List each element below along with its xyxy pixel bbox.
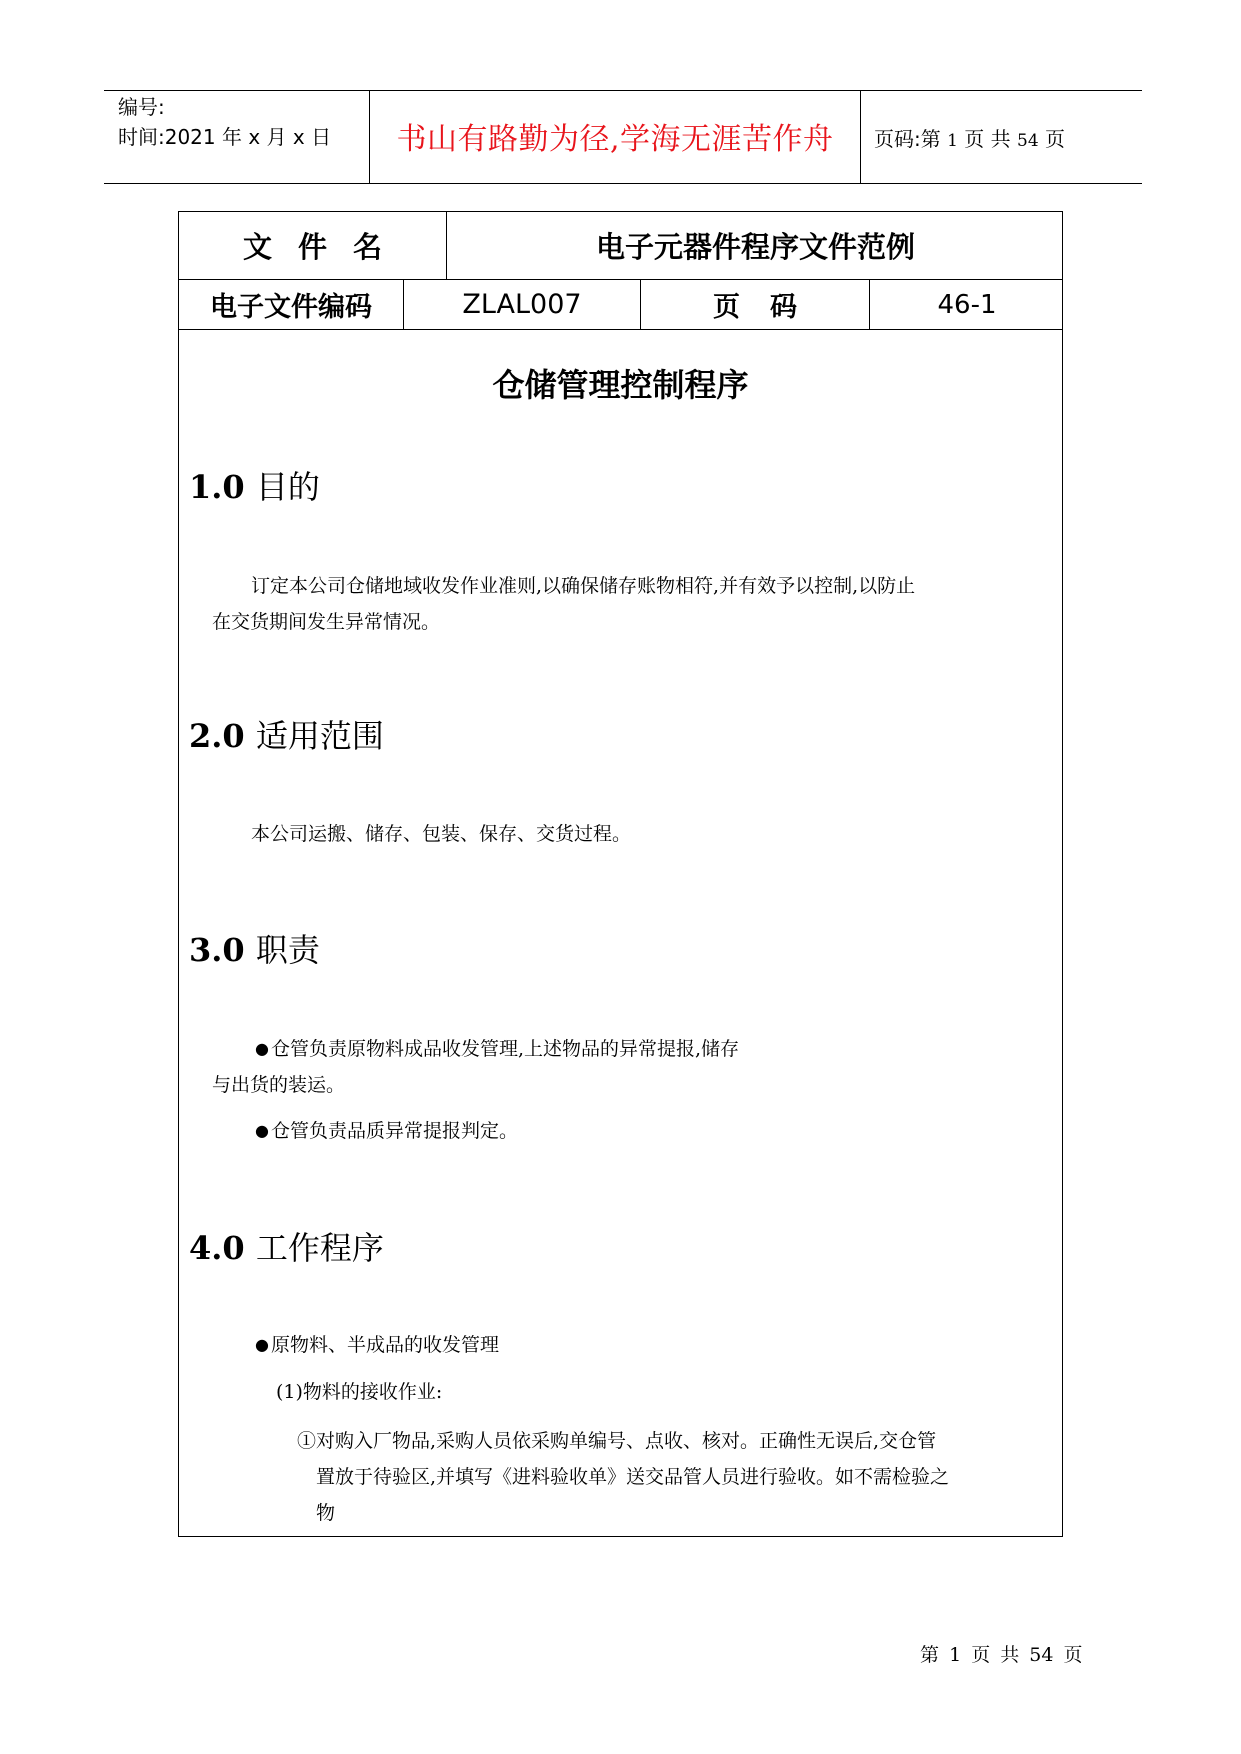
header-meta <box>118 92 331 152</box>
header-page-indicator <box>874 123 1065 152</box>
paragraph-line: 置放于待验区,并填写《进料验收单》送交品管人员进行验收。如不需检验之 <box>316 1466 950 1488</box>
footer-page: 1 <box>949 1644 962 1666</box>
document-title: 仓储管理控制程序 <box>492 366 749 404</box>
section-title: 工作程序 <box>255 1229 384 1267</box>
page-prefix: 页码:第 <box>874 127 941 151</box>
section-number: 2.0 <box>189 717 245 755</box>
section-title: 目的 <box>255 468 320 506</box>
bullet-icon: ● <box>255 1335 269 1354</box>
paragraph-line: 物 <box>316 1502 336 1524</box>
document-frame <box>178 211 1063 1537</box>
bullet-text: 仓管负责品质异常提报判定。 <box>270 1120 518 1142</box>
page-value: 46-1 <box>937 289 997 320</box>
footer-mid: 页 共 <box>971 1644 1020 1666</box>
section-heading <box>189 462 320 508</box>
page-suffix: 页 <box>1045 127 1066 151</box>
file-name-label: 文件名 <box>179 212 447 279</box>
bullet-item <box>255 1031 739 1068</box>
code-label: 电子文件编码 <box>179 280 404 329</box>
bullet-icon: ● <box>255 1039 269 1058</box>
page-number: 1 <box>947 131 958 151</box>
paragraph-line: 订定本公司仓储地域收发作业准则,以确保储存账物相符,并有效予以控制,以防止 <box>251 575 916 597</box>
time-label: 时间:2021 年 x 月 x 日 <box>118 125 332 149</box>
sub-item: (1)物料的接收作业: <box>276 1381 443 1403</box>
bullet-text: 仓管负责原物料成品收发管理,上述物品的异常提报,储存 <box>270 1038 740 1060</box>
file-code-row <box>179 280 1062 330</box>
section-title: 职责 <box>255 931 320 969</box>
section-title: 适用范围 <box>255 717 384 755</box>
page-mid: 页 共 <box>964 127 1011 151</box>
bullet-text: 原物料、半成品的收发管理 <box>270 1334 499 1356</box>
section-heading <box>189 925 320 971</box>
page-label: 页码 <box>641 280 870 329</box>
bullet-item <box>255 1113 518 1150</box>
section-number: 1.0 <box>189 468 245 506</box>
page-total: 54 <box>1017 131 1039 151</box>
footer-total: 54 <box>1029 1644 1054 1666</box>
paragraph-line: 本公司运搬、储存、包装、保存、交货过程。 <box>251 823 632 845</box>
header-bottom-rule <box>104 183 1142 184</box>
header-top-rule <box>104 90 1142 91</box>
section-number: 3.0 <box>189 931 245 969</box>
paragraph-line: 与出货的装运。 <box>212 1074 346 1096</box>
serial-label: 编号: <box>118 95 165 119</box>
footer-prefix: 第 <box>920 1644 940 1666</box>
section-heading <box>189 711 384 757</box>
header-motto: 书山有路勤为径,学海无涯苦作舟 <box>396 122 834 157</box>
header-divider <box>860 90 861 183</box>
sub-sub-item: ①对购入厂物品,采购人员依采购单编号、点收、核对。正确性无误后,交仓管 <box>297 1430 937 1452</box>
file-name-row <box>179 212 1062 280</box>
section-number: 4.0 <box>189 1229 245 1267</box>
page-footer <box>920 1640 1083 1667</box>
section-heading <box>189 1223 384 1269</box>
file-name-value: 电子元器件程序文件范例 <box>595 230 915 264</box>
bullet-icon: ● <box>255 1121 269 1140</box>
paragraph-line: 在交货期间发生异常情况。 <box>212 611 441 633</box>
bullet-item <box>255 1327 499 1364</box>
code-value: ZLAL007 <box>404 280 641 329</box>
footer-suffix: 页 <box>1063 1644 1083 1666</box>
